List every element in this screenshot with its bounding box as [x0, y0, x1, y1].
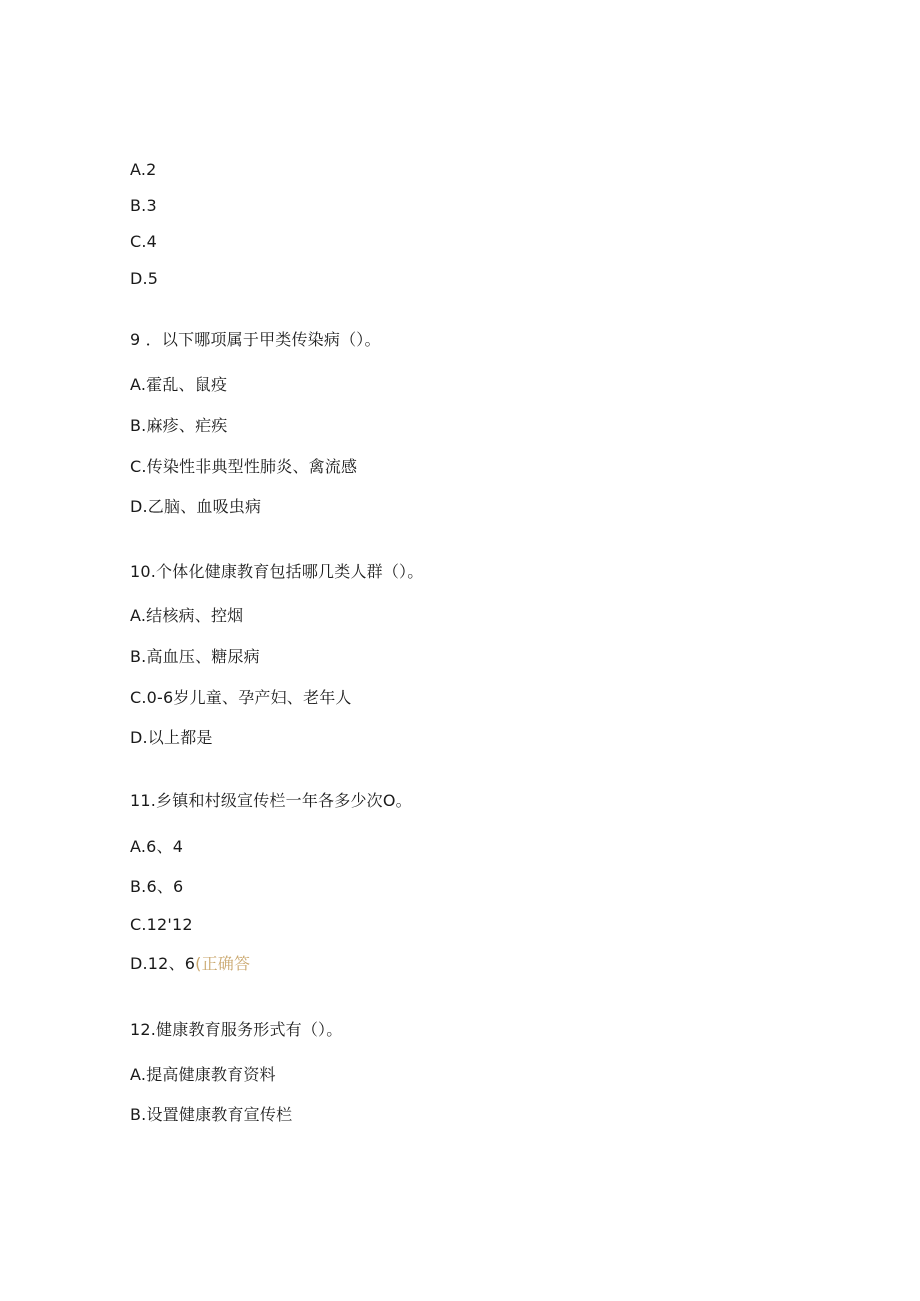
- option-a: A.结核病、控烟: [130, 606, 244, 625]
- option-b: B.麻疹、疟疾: [130, 416, 228, 435]
- option-d-row: [130, 954, 250, 974]
- option-b: B.高血压、糖尿病: [130, 647, 260, 666]
- option-a: A.提高健康教育资料: [130, 1065, 276, 1084]
- option-c: C.传染性非典型性肺炎、禽流感: [130, 457, 358, 476]
- option-c: C.0-6岁儿童、孕产妇、老年人: [130, 688, 352, 707]
- option-b: B.3: [130, 196, 157, 215]
- option-a: A.2: [130, 160, 157, 179]
- question-9: 9 ．以下哪项属于甲类传染病（）。: [130, 330, 381, 349]
- question-10: 10.个体化健康教育包括哪几类人群（）。: [130, 562, 424, 581]
- option-c: C.4: [130, 232, 158, 251]
- option-b: B.6、6: [130, 877, 184, 896]
- option-c: C.12'12: [130, 915, 193, 934]
- option-b: B.设置健康教育宣传栏: [130, 1105, 293, 1124]
- option-a: A.霍乱、鼠疫: [130, 375, 228, 394]
- option-d: D.乙脑、血吸虫病: [130, 497, 262, 516]
- question-11: 11.乡镇和村级宣传栏一年各多少次O。: [130, 791, 412, 810]
- option-a: A.6、4: [130, 837, 184, 856]
- answer-note: (正确答: [195, 954, 251, 973]
- option-d: D.5: [130, 269, 159, 288]
- question-12: 12.健康教育服务形式有（）。: [130, 1020, 343, 1039]
- option-d: D.12、6: [130, 954, 196, 973]
- option-d: D.以上都是: [130, 728, 213, 747]
